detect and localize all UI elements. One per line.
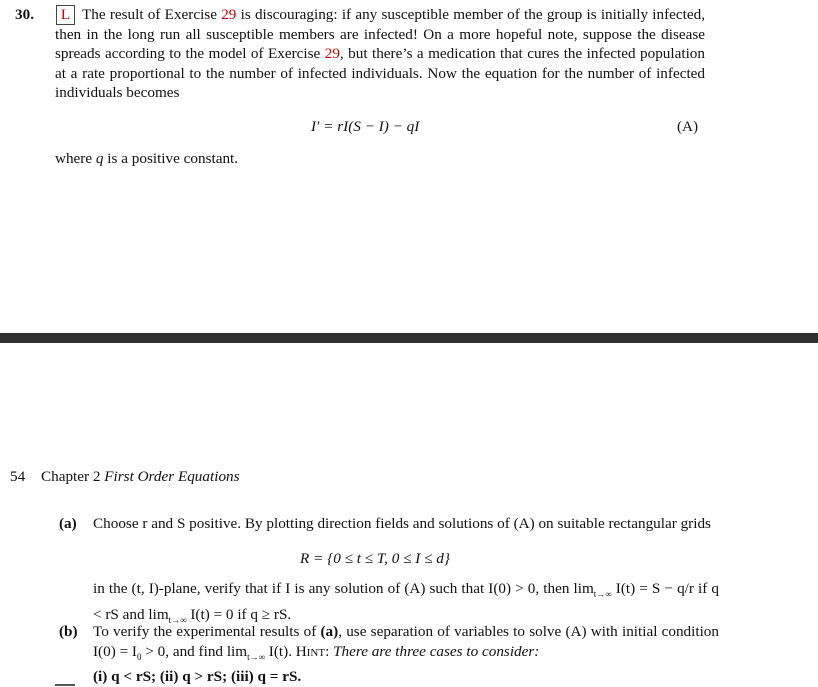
part-a-text-1: Choose r and S positive. By plotting direction fields and solutions of (A) on suitable rectangular grids <box>93 515 711 532</box>
part-b-text-4: I(t). <box>265 642 296 660</box>
statement-text-1: The result of Exercise <box>82 6 222 23</box>
part-b-text-2: , use separation of variables to solve (A) with initial condition I(0) = I <box>93 623 719 660</box>
part-b <box>59 622 719 687</box>
part-b-label: (b) <box>59 623 78 640</box>
part-a <box>59 514 719 534</box>
chapter-title: First Order Equations <box>104 468 240 485</box>
grid-equation: R = {0 ≤ t ≤ T, 0 ≤ I ≤ d} <box>300 550 450 567</box>
where-text-2: is a positive constant. <box>103 150 239 167</box>
equation-a-tag: (A) <box>677 118 699 135</box>
part-b-cases: (i) q < rS; (ii) q > rS; (iii) q = rS. <box>93 668 302 686</box>
hint-text: There are three cases to consider: <box>329 642 540 660</box>
where-clause <box>55 149 238 169</box>
exercise-number: 30. <box>15 6 34 23</box>
page-number: 54 <box>10 468 26 485</box>
part-b-text-1: To verify the experimental results of <box>93 623 321 640</box>
part-a-lim-sub-2: t→∞ <box>168 614 187 625</box>
part-a-text-2c: I(t) = 0 if q ≥ rS. <box>186 605 292 623</box>
page-header <box>10 467 240 487</box>
part-a-label: (a) <box>59 515 77 532</box>
part-a-text-2b: I(t) = S − q/r if q < rS and lim <box>93 580 719 623</box>
exercise-ref-link-1[interactable]: 29 <box>221 6 237 23</box>
part-b-text-3: > 0, and find lim <box>141 642 248 660</box>
part-b-ref: (a) <box>320 623 339 640</box>
part-b-sub-zero: 0 <box>136 651 142 662</box>
statement-text-2: is discouraging: if any susceptible member of the group is initially infected, then in the long run all susceptible members are infected! On a more hopeful note, suppose the disease spreads according to the model of Exercise <box>55 6 706 63</box>
statement-text-3: , but there’s a medication that cures the infected population at a rate proportional to the number of infected individuals. Now the equation for the number of infected individuals becomes <box>55 45 705 102</box>
exercise-statement <box>55 5 705 103</box>
where-text-1: where <box>55 150 96 167</box>
hint-label: Hint: <box>295 642 330 660</box>
part-b-text <box>93 622 719 687</box>
part-b-lim-sub: t→∞ <box>247 651 265 662</box>
part-a-lim-sub-1: t→∞ <box>593 589 612 600</box>
part-a-text-2a: in the (t, I)-plane, verify that if I is any solution of (A) such that I(0) > 0, then lim <box>93 580 594 597</box>
exercise-ref-link-2[interactable]: 29 <box>324 45 340 63</box>
equation-a: I′ = rI(S − I) − qI <box>311 118 420 135</box>
page-divider <box>0 333 818 343</box>
chapter-label: Chapter 2 <box>40 468 101 485</box>
where-var: q <box>95 150 104 167</box>
lab-badge: L <box>56 5 75 25</box>
